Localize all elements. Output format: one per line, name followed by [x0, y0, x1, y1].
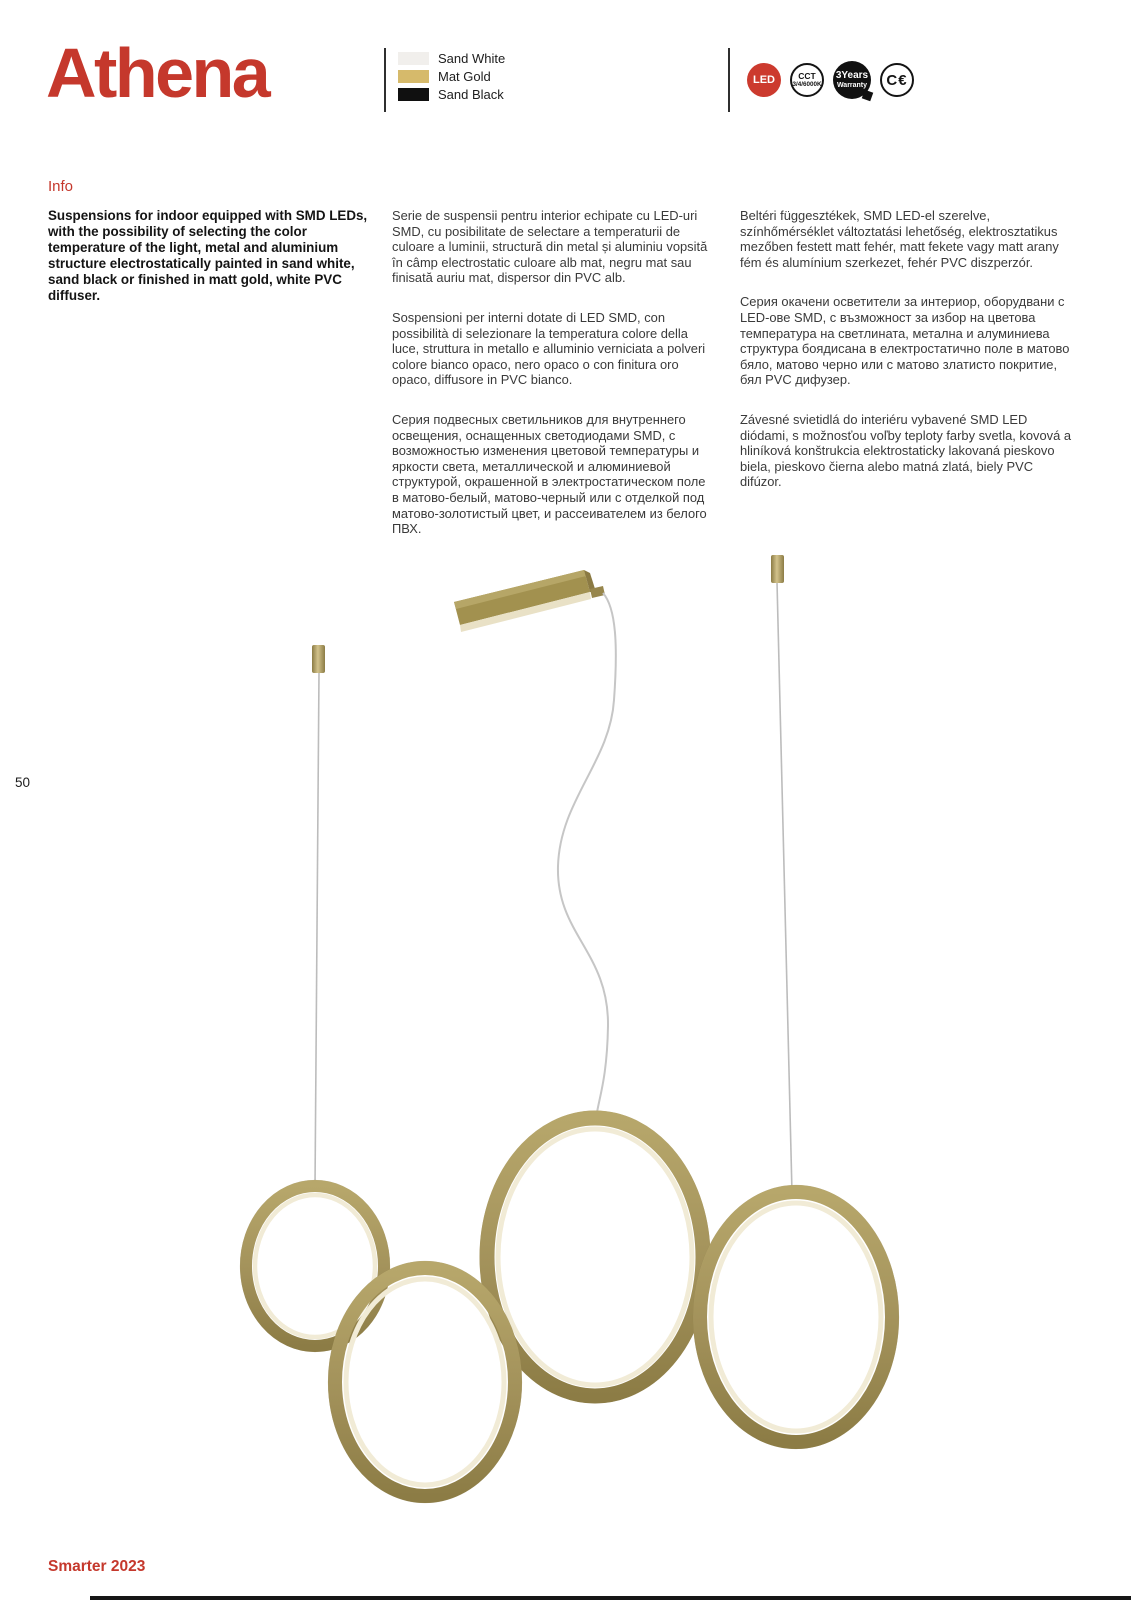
- description-ru: Серия подвесных светильников для внутреннего освещения, оснащенных светодиодами SMD, с возможностью изменения цветовой температуры и яркости света, металлической и алюминиевой структурой, окрашенной в электростатическом поле в матово-белый, матово-черный или с отделкой под матово-золотистый цвет, и рассеивателем из белого ПВХ.: [392, 411, 707, 537]
- description-hu: Beltéri függesztékek, SMD LED-el szerelve, színhőmérséklet változtatási lehetőség, elektrosztatikus mezőben festett matt fehér, matt fekete vagy matt arany fém és alumínium szerkezet, fehér PVC diszperzór.: [740, 208, 1059, 270]
- warranty-badge-icon: [833, 61, 871, 99]
- cct-badge-icon: [790, 63, 824, 97]
- sand-white-chip: [398, 52, 429, 65]
- sand-white-label: Sand White: [438, 51, 506, 66]
- ceiling-canopy: [454, 570, 605, 632]
- description-it: Sospensioni per interni dotate di LED SMD, con possibilità di selezionare la temperatura colore della luce, struttura in metallo e alluminio verniciata a polveri colore bianco opaco, nero opaco o con finitura oro opaco, diffusore in PVC bianco.: [392, 309, 706, 388]
- description-column-middle: [392, 208, 712, 561]
- suspension-wire-right: [777, 582, 792, 1193]
- ce-mark-label: C€: [886, 71, 908, 89]
- led-badge-icon: [747, 63, 781, 97]
- description-column-english: [48, 208, 370, 328]
- suspension-wire-left: [315, 672, 319, 1187]
- sand-black-label: Sand Black: [438, 87, 504, 102]
- header-divider-left: [384, 48, 386, 112]
- brand-logo: Athena: [46, 34, 269, 112]
- description-ro: Serie de suspensii pentru interior echipate cu LED-uri SMD, cu posibilitate de selectare a temperaturii de culoare a luminii, structură din metal și aluminiu vopsită în câmp electrostatic culoare alb mat, negru mat sau finisată auriu mat, dispersor din PVC alb.: [392, 208, 708, 286]
- page-number: 50: [15, 775, 31, 790]
- certification-badges: [747, 61, 914, 99]
- description-column-right: [740, 208, 1074, 514]
- info-heading: Info: [48, 178, 74, 195]
- sand-black-chip: [398, 88, 429, 101]
- header-divider-right: [728, 48, 730, 112]
- description-en: Suspensions for indoor equipped with SMD LEDs, with the possibility of selecting the color temperature of the light, metal and aluminium structure electrostatically painted in sand white, sand black or finished in matt gold, white PVC diffuser.: [48, 208, 368, 303]
- light-ring-front: [329, 1262, 522, 1503]
- light-ring-small: [241, 1181, 390, 1352]
- led-badge-label: LED: [753, 74, 775, 86]
- wire-fitting-right: [771, 555, 784, 583]
- ce-mark-icon: [880, 63, 914, 97]
- wire-fitting-left: [312, 645, 325, 673]
- swatch-mat-gold: [398, 70, 505, 83]
- description-sk: Závesné svietidlá do interiéru vybavené SMD LED diódami, s možnosťou voľby teploty farby svetla, kovová a hliníková konštrukcia elektrostaticky lakovaná pieskovo biela, pieskovo čierna alebo matná zlatá, biely PVC difúzor.: [740, 411, 1072, 490]
- mat-gold-label: Mat Gold: [438, 69, 491, 84]
- color-swatch-legend: [398, 52, 505, 101]
- swatch-sand-white: [398, 52, 505, 65]
- light-ring-right: [694, 1186, 899, 1449]
- warranty-badge-tail: [862, 90, 874, 102]
- description-bg: Серия окачени осветители за интериор, оборудвани с LED-ове SMD, с възможност за избор на цветова температура на светлината, метална и алуминиева структура боядисана в електростатично поле в матово бяло, матово черно или с матово златисто покритие, бял PVC дифузер.: [740, 294, 1070, 388]
- cct-kelvin-label: 3/4/6000K: [792, 80, 822, 88]
- power-cable: [558, 593, 616, 1119]
- bottom-edge-bar: [90, 1596, 1131, 1600]
- warranty-word-label: Warranty: [836, 81, 868, 89]
- footer-brand: Smarter 2023: [48, 1558, 146, 1575]
- cct-badge-label: CCT: [798, 70, 816, 81]
- warranty-years-label: 3Years: [835, 69, 869, 81]
- mat-gold-chip: [398, 70, 429, 83]
- swatch-sand-black: [398, 88, 505, 101]
- light-ring-large: [480, 1111, 710, 1403]
